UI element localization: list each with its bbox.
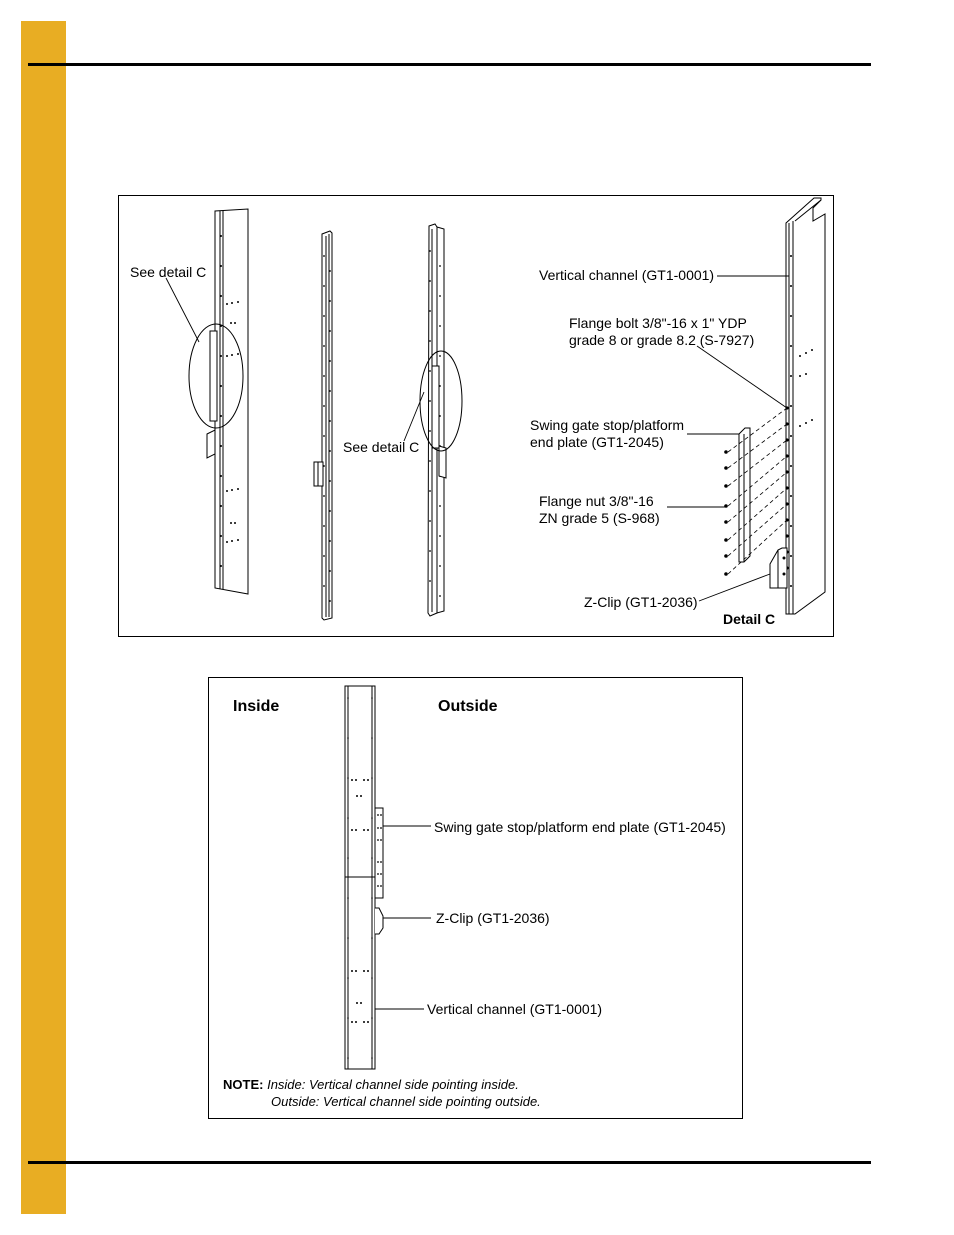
callout-flange-bolt-line2: grade 8 or grade 8.2 (S-7927) — [569, 332, 755, 348]
middle-channel-1 — [314, 231, 332, 620]
note-line-1 — [223, 1076, 519, 1093]
header-rule — [28, 63, 871, 66]
orientation-z-clip-label: Z-Clip (GT1-2036) — [436, 910, 550, 926]
note-outside-text: Outside: Vertical channel side pointing outside. — [271, 1094, 541, 1109]
callout-flange-nut-line2: ZN grade 5 (S-968) — [539, 510, 660, 526]
note-inside-text: Inside: Vertical channel side pointing inside. — [267, 1077, 519, 1092]
outside-label: Outside — [438, 698, 498, 715]
orientation-vertical-channel-label: Vertical channel (GT1-0001) — [427, 1001, 603, 1017]
note-label: NOTE: — [223, 1077, 264, 1092]
orientation-figure — [208, 677, 743, 1119]
see-detail-c-middle: See detail C — [343, 439, 420, 455]
note-line-2 — [271, 1093, 541, 1110]
callout-swing-gate-line2: end plate (GT1-2045) — [530, 434, 664, 450]
footer-rule — [28, 1161, 871, 1164]
see-detail-c-left: See detail C — [130, 264, 207, 280]
orientation-swing-gate-label: Swing gate stop/platform end plate (GT1-2045) — [434, 819, 726, 835]
callout-vertical-channel: Vertical channel (GT1-0001) — [539, 267, 715, 283]
front-view-channel — [345, 686, 383, 1069]
callout-flange-bolt-line1: Flange bolt 3/8"-16 x 1" YDP — [569, 315, 747, 331]
callout-flange-nut-line1: Flange nut 3/8"-16 — [539, 493, 654, 509]
callout-z-clip: Z-Clip (GT1-2036) — [584, 594, 698, 610]
inside-label: Inside — [233, 698, 280, 715]
orientation-drawing — [209, 678, 742, 1118]
detail-c-title: Detail C — [723, 611, 776, 627]
assembly-drawing — [119, 196, 833, 636]
detail-c-channel — [724, 198, 825, 614]
assembly-figure — [118, 195, 834, 637]
page-edge-tab — [21, 21, 66, 1214]
callout-swing-gate-line1: Swing gate stop/platform — [530, 417, 685, 433]
middle-channel-2 — [420, 224, 462, 616]
